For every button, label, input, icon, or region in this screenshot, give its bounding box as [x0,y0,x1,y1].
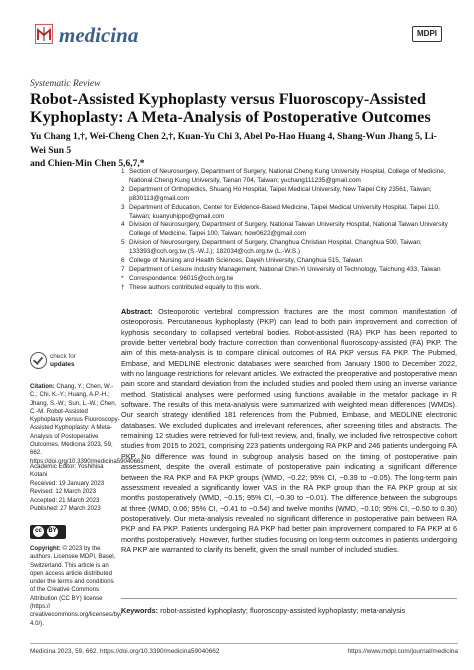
affiliation-item: 1 Section of Neurosurgery, Department of Surgery, National Cheng Kung University Hospital, College of Medicine, National Cheng Kung University, Tainan 704, Taiwan; yuchang111235@gmail.com [121,168,446,184]
citation-block [30,383,144,466]
footer-divider [30,643,458,644]
equal-contribution-note: † These authors contributed equally to this work. [121,283,262,291]
author-list [30,131,450,172]
cc-icon: cc [33,526,44,537]
affiliations [121,168,456,293]
page-footer [30,648,458,655]
keywords-label: Keywords: [121,606,159,615]
abstract [121,307,457,555]
academic-editor: Academic Editor: Yoshihisa Kotani [30,463,104,479]
journal-logo-icon [35,24,53,44]
check-updates-icon [30,352,47,369]
affiliation-item: 3 Department of Education, Center for Evidence-Based Medicine, Taipei Medical University Hospital, Taipei 110, Taiwan; kuanyuhippo@gmail.com [121,203,440,220]
publisher-logo[interactable]: MDPI [412,26,442,42]
copyright-label: Copyright: [30,545,61,552]
abstract-text: Osteoporotic vertebral compression fractures are the most common manifestation of osteoporosis. Percutaneous kyphoplasty (PKP) can lead to both pain improvement and correction of kyphosis secondary to collapsed vertebral bodies. Robot-assisted (RA) PKP has been reported to provide better vertebral body fracture correction than conventional fluoroscopy-assisted (FA) PKP. The aim of this meta-analysis is to compare clinical outcomes of RA PKP versus FA PKP. The Pubmed, Embase, and MEDLINE electronic databases were searched from January 1900 to December 2022, with no language restrictions for relevant articles. We extracted the preoperative and postoperative mean pain score and standard deviation from the included studies and pooled them using an inverse variance method. Statistical analyses were performed using functions available in the metafor package in R software. The results of this meta-analysis were summarized with weighted mean differences (WMDs). Our search strategy identified 181 references from the Pubmed, Embase, and MEDLINE electronic databases. We excluded duplicates and irrelevant references, after screening titles and abstracts. The remaining 12 studies were retrieved for full-text review, and, finally, we included five retrospective cohort studies from 2015 to 2021, comprising 223 patients undergoing RA PKP and 246 patients undergoing FA PKP. No difference was found in subgroup analysis based on the timing of postoperative pain assessment, despite the overall estimate of postoperative pain indicating a significant difference between the RA PKP and FA PKP groups (WMD, −0.22; 95% CI, −0.39 to −0.05). The long-term pain assessment revealed a significantly lower VAS in the RA PKP group than the FA PKP group at six months postoperatively (WMD, −0.15; 95% CI, −0.30 to −0.01). The difference between the subgroups at three (WMD, 0.06; 95% CI, −0.41 to −0.54) and twelve months (WMD, −0.10; 95% CI, −0.50 to 0.30) postoperatively. Our meta-analysis revealed no significant difference in postoperative pain between RA PKP and FA PKP. Patients undergoing RA PKP had better pain improvement compared to FA PKP at 6 months postoperatively. However, further studies focusing on long-term outcomes in patients undergoing RA PKP are warranted to clarify its benefit, given the small number of included studies. [121,307,457,554]
affiliation-item: 4 Division of Neurosurgery, Department of Surgery, National Taiwan University Hospital, National Taiwan University College of Medicine, Taipei 100, Taiwan; how0622@gmail.com [121,221,448,238]
authors-line-2: and Chien-Min Chen 5,6,7,* [30,159,145,169]
by-icon: BY [47,526,58,537]
article-type: Systematic Review [30,79,101,89]
check-updates-label: check for updates [50,353,76,368]
footer-citation[interactable]: Medicina 2023, 59, 662. https://doi.org/10.3390/medicina59040662 [30,648,220,655]
citation-text[interactable]: Chang, Y.; Chen, W.-C.; Chi, K.-Y.; Huang, A.P.-H.; Jhang, S.-W.; Sun, L.-W.; Chen, C.-M. Robot-Assisted Kyphoplasty versus Fluoroscopy-Assisted Kyphoplasty: A Meta-Analysis of Postoperative Outcomes. Medicina 2023, 59, 662. https://doi.org/10.3390/medicina59040662 [30,383,144,465]
journal-name[interactable]: medicina [59,23,139,47]
correspondence: * Correspondence: 96015@cch.org.tw [121,274,234,282]
copyright-block [30,545,120,628]
cc-by-license-icon[interactable] [30,525,66,539]
affiliation-item: 6 College of Nursing and Health Sciences, Dayeh University, Changhua 515, Taiwan [121,257,363,265]
footer-journal-link[interactable]: https://www.mdpi.com/journal/medicina [347,648,458,655]
keywords [121,606,457,615]
date-received: Received: 19 January 2023 [30,480,105,487]
article-title: Robot-Assisted Kyphoplasty versus Fluoroscopy-Assisted Kyphoplasty: A Meta-Analysis of Postoperative Outcomes [30,90,431,126]
citation-label: Citation: [30,383,55,390]
keywords-divider [121,598,457,599]
copyright-text[interactable]: © 2023 by the authors. Licensee MDPI, Basel, Switzerland. This article is an open access article distributed under the terms and conditions of the Creative Commons Attribution (CC BY) license (https:// creativecommons.org/licenses/by/ 4.0/). [30,545,122,627]
affiliation-item: 2 Department of Orthopedics, Shuang Ho Hospital, Taipei Medical University, New Taipei City 23561, Taiwan; p830113@gmail.com [121,185,432,202]
check-for-updates-button[interactable] [30,352,90,372]
affiliation-item: 7 Department of Leisure Industry Management, National Chin-Yi University of Technology, Taichung 433, Taiwan [121,265,441,273]
date-published: Published: 27 March 2023 [30,504,101,512]
dates-block [30,480,120,513]
authors-line-1: Yu Chang 1,†, Wei-Cheng Chen 2,†, Kuan-Yu Chi 3, Abel Po-Hao Huang 4, Shang-Wun Jhang 5, Li-Wei Sun 5 [30,132,437,156]
date-revised: Revised: 12 March 2023 [30,488,97,496]
date-accepted: Accepted: 21 March 2023 [30,496,100,504]
abstract-label: Abstract: [121,307,153,316]
affiliation-item: 5 Division of Neurosurgery, Department of Surgery, Changhua Christian Hospital, Changhua 500, Taiwan; 133393@cch.org.tw (S.-W.J.); 182034@cch.org.tw (L.-W.S.) [121,239,422,256]
keywords-text: robot-assisted kyphoplasty; fluoroscopy-assisted kyphoplasty; meta-analysis [160,606,406,615]
